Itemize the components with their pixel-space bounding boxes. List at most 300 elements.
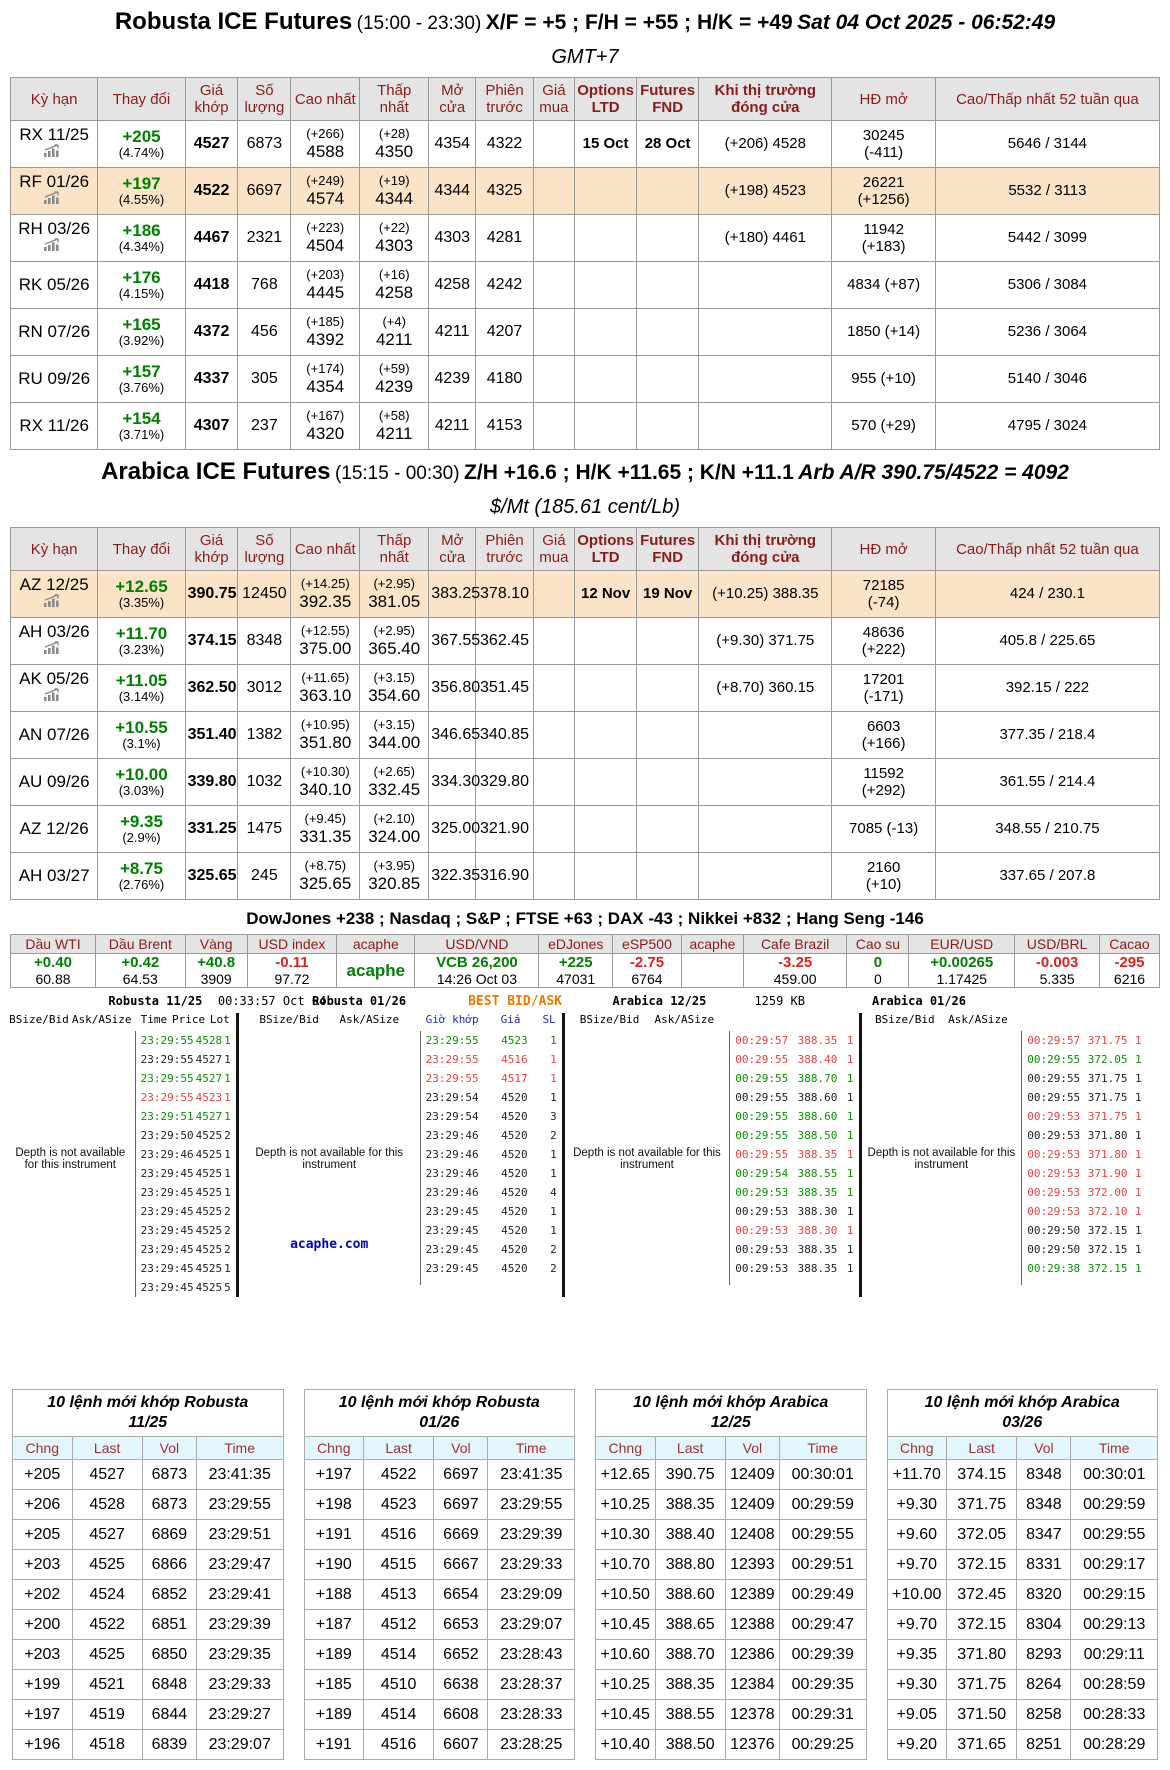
column-header: Giá khớp xyxy=(185,528,238,571)
cell-52wk-range: 377.35 / 218.4 xyxy=(935,712,1159,759)
cell-open-interest: 570 (+29) xyxy=(832,403,935,450)
depth-title-robusta-0126: Robusta 01/26 xyxy=(312,994,407,1008)
cell-last-price: 4418 xyxy=(185,262,238,309)
cell-after-close: (+10.25) 388.35 xyxy=(699,571,832,618)
cell-options-ltd xyxy=(575,853,637,900)
cell-low: (+2.95) 365.40 xyxy=(360,618,429,665)
strip-change-value: -2.75 xyxy=(629,954,665,971)
trade-row: +185 4510 6638 23:28:37 xyxy=(304,1670,575,1700)
market-strip-cell xyxy=(414,935,538,987)
trades-header-row xyxy=(887,1437,1158,1460)
strip-last-value: 5.335 xyxy=(1039,971,1075,987)
trade-row: +203 4525 6866 23:29:47 xyxy=(13,1550,284,1580)
depth-trade-row: 00:29:53 372.00 1 xyxy=(1027,1186,1142,1199)
column-header: Chng xyxy=(13,1437,73,1460)
timezone-label: GMT+7 xyxy=(551,46,619,68)
trade-row: +9.05 371.50 8258 00:28:33 xyxy=(887,1700,1158,1730)
cell-change: +197 (4.55%) xyxy=(98,168,185,215)
strip-change-value: +0.40 xyxy=(34,954,72,971)
contract-symbol: RX 11/26 xyxy=(19,416,89,436)
column-header: Số lượng xyxy=(238,78,291,121)
depth-trade-row: 00:29:53 372.10 1 xyxy=(1027,1205,1142,1218)
cell-open-interest: 26221 (+1256) xyxy=(832,168,935,215)
strip-change-value: +0.42 xyxy=(121,954,160,971)
trade-row: +10.45 388.55 12378 00:29:31 xyxy=(596,1700,867,1730)
depth-trade-row: 00:29:54 388.55 1 xyxy=(735,1167,854,1180)
column-header: Last xyxy=(655,1437,725,1460)
strip-label: eSP500 xyxy=(613,935,681,954)
trade-row: +11.70 374.15 8348 00:30:01 xyxy=(887,1460,1158,1490)
trades-table-title: 10 lệnh mới khớp Arabica 03/26 xyxy=(887,1390,1158,1437)
acaphe-watermark-link[interactable]: acaphe.com xyxy=(290,1237,369,1252)
cell-open: 4211 xyxy=(429,309,476,356)
cell-open-interest: 6603 (+166) xyxy=(832,712,935,759)
cell-high: (+174) 4354 xyxy=(291,356,360,403)
best-bid-ask-label: BEST BID/ASK xyxy=(468,994,563,1009)
cell-change: +205 (4.74%) xyxy=(98,121,185,168)
cell-after-close xyxy=(699,759,832,806)
depth-trade-row: 23:29:55 4527 1 xyxy=(140,1053,231,1066)
market-strip-cell xyxy=(743,935,846,987)
world-indices-line: DowJones +238 ; Nasdaq ; S&P ; FTSE +63 ; DAX -43 ; Nikkei +832 ; Hang Seng -146 xyxy=(246,909,924,928)
cell-contract xyxy=(11,806,98,853)
depth-panel-arabica-1225 xyxy=(565,1013,862,1297)
trade-row: +190 4515 6667 23:29:33 xyxy=(304,1550,575,1580)
column-header: Số lượng xyxy=(238,528,291,571)
cell-open: 322.35 xyxy=(429,853,476,900)
market-strip-cell xyxy=(612,935,681,987)
cell-volume: 2321 xyxy=(238,215,291,262)
cell-after-close: (+9.30) 371.75 xyxy=(699,618,832,665)
market-strip-cell xyxy=(1014,935,1099,987)
price-chart-icon[interactable] xyxy=(43,688,65,702)
futures-row xyxy=(11,121,1160,168)
cell-after-close xyxy=(699,403,832,450)
no-depth-message: Depth is not available for this instrument xyxy=(867,1147,1016,1171)
trades-header-row xyxy=(596,1437,867,1460)
trades-header-row xyxy=(304,1437,575,1460)
cell-volume: 12450 xyxy=(238,571,291,618)
cell-bid xyxy=(533,262,574,309)
cell-contract xyxy=(11,618,98,665)
market-strip-cell xyxy=(10,935,95,987)
cell-futures-fnd xyxy=(637,618,699,665)
arabica-title-line xyxy=(0,450,1170,486)
price-chart-icon[interactable] xyxy=(43,594,65,608)
futures-row xyxy=(11,215,1160,262)
trade-row: +9.70 372.15 8331 00:29:17 xyxy=(887,1550,1158,1580)
column-header: Kỳ hạn xyxy=(11,528,98,571)
column-header: Giá khớp xyxy=(185,78,238,121)
futures-row xyxy=(11,618,1160,665)
trade-row: +197 4522 6697 23:41:35 xyxy=(304,1460,575,1490)
cell-contract xyxy=(11,262,98,309)
futures-row xyxy=(11,262,1160,309)
cell-change: +8.75 (2.76%) xyxy=(98,853,185,900)
cell-bid xyxy=(533,712,574,759)
cell-bid xyxy=(533,403,574,450)
cell-prev-session: 351.45 xyxy=(476,665,533,712)
contract-symbol: RX 11/25 xyxy=(19,124,89,144)
cell-low: (+2.95) 381.05 xyxy=(360,571,429,618)
strip-change-value: -295 xyxy=(1114,954,1145,971)
cell-last-price: 390.75 xyxy=(185,571,238,618)
depth-trade-row: 23:29:46 4520 1 xyxy=(425,1148,557,1161)
cell-volume: 1475 xyxy=(238,806,291,853)
depth-section xyxy=(6,994,1170,1297)
column-header: Last xyxy=(72,1437,142,1460)
strip-last-value: 14:26 Oct 03 xyxy=(436,971,518,987)
cell-open-interest: 72185 (-74) xyxy=(832,571,935,618)
depth-panel-arabica-0126 xyxy=(862,1013,1147,1297)
cell-change: +12.65 (3.35%) xyxy=(98,571,185,618)
depth-trade-row: 00:29:53 388.30 1 xyxy=(735,1224,854,1237)
trade-ticker-list[interactable] xyxy=(1021,1031,1146,1285)
feed-size-kb: 1259 KB xyxy=(754,994,806,1008)
cell-volume: 8348 xyxy=(238,618,291,665)
ask-asize-header: Ask/ASize xyxy=(339,1013,400,1026)
column-header: Time xyxy=(488,1437,575,1460)
strip-label: acaphe xyxy=(337,935,414,954)
market-strip-cell xyxy=(681,935,743,987)
depth-trade-row: 00:29:53 371.75 1 xyxy=(1027,1110,1142,1123)
futures-row xyxy=(11,806,1160,853)
column-header: Cao nhất xyxy=(291,78,360,121)
market-strip-cell xyxy=(846,935,908,987)
trade-row: +9.30 371.75 8264 00:28:59 xyxy=(887,1670,1158,1700)
cell-52wk-range: 361.55 / 214.4 xyxy=(935,759,1159,806)
cell-contract xyxy=(11,665,98,712)
cell-last-price: 4467 xyxy=(185,215,238,262)
cell-volume: 1382 xyxy=(238,712,291,759)
cell-after-close xyxy=(699,356,832,403)
trade-row: +202 4524 6852 23:29:41 xyxy=(13,1580,284,1610)
cell-open-interest: 11592 (+292) xyxy=(832,759,935,806)
column-header: Last xyxy=(364,1437,434,1460)
cell-contract xyxy=(11,712,98,759)
depth-trade-row: 23:29:45 4525 1 xyxy=(140,1262,231,1275)
recent-trades-section xyxy=(12,1389,1158,1760)
cell-contract xyxy=(11,853,98,900)
trade-row: +187 4512 6653 23:29:07 xyxy=(304,1610,575,1640)
trades-header-row xyxy=(13,1437,284,1460)
futures-row xyxy=(11,712,1160,759)
cell-prev-session: 378.10 xyxy=(476,571,533,618)
depth-trade-row: 00:29:57 371.75 1 xyxy=(1027,1034,1142,1047)
robusta-spreads: X/F = +5 ; F/H = +55 ; H/K = +49 xyxy=(485,11,793,34)
price-chart-icon[interactable] xyxy=(43,144,65,158)
trades-table-robusta-0126 xyxy=(304,1389,576,1760)
market-strip-cell xyxy=(336,935,414,987)
cell-52wk-range: 5236 / 3064 xyxy=(935,309,1159,356)
market-strip-cell xyxy=(538,935,612,987)
cell-low: (+3.15) 354.60 xyxy=(360,665,429,712)
cell-high: (+185) 4392 xyxy=(291,309,360,356)
depth-header xyxy=(6,994,1170,1013)
cell-high: (+11.65) 363.10 xyxy=(291,665,360,712)
strip-change-value: +0.00265 xyxy=(930,954,994,971)
cell-futures-fnd xyxy=(637,759,699,806)
strip-last-value: 60.88 xyxy=(35,971,71,987)
column-header: Cao/Thấp nhất 52 tuần qua xyxy=(935,78,1159,121)
cell-high: (+266) 4588 xyxy=(291,121,360,168)
cell-bid xyxy=(533,168,574,215)
cell-futures-fnd: 28 Oct xyxy=(637,121,699,168)
column-header: Mở cửa xyxy=(429,528,476,571)
trade-ticker-list[interactable] xyxy=(135,1031,236,1297)
cell-contract xyxy=(11,168,98,215)
cell-bid xyxy=(533,309,574,356)
cell-last-price: 4372 xyxy=(185,309,238,356)
column-header: Khi thị trường đóng cửa xyxy=(699,78,832,121)
cell-open: 4344 xyxy=(429,168,476,215)
depth-trade-row: 00:29:55 371.75 1 xyxy=(1027,1091,1142,1104)
cell-volume: 6697 xyxy=(238,168,291,215)
depth-trade-row: 00:29:55 371.75 1 xyxy=(1027,1072,1142,1085)
strip-last-value: 6216 xyxy=(1113,971,1146,987)
market-strip-cell xyxy=(247,935,337,987)
trade-row: +10.25 388.35 12409 00:29:59 xyxy=(596,1490,867,1520)
trade-row: +12.65 390.75 12409 00:30:01 xyxy=(596,1460,867,1490)
cell-volume: 1032 xyxy=(238,759,291,806)
cell-52wk-range: 5646 / 3144 xyxy=(935,121,1159,168)
depth-trade-row: 00:29:55 388.40 1 xyxy=(735,1053,854,1066)
cell-low: (+28) 4350 xyxy=(360,121,429,168)
price-chart-icon[interactable] xyxy=(43,641,65,655)
strip-label: acaphe xyxy=(682,935,743,954)
cell-futures-fnd: 19 Nov xyxy=(637,571,699,618)
bsize-bid-header: BSize/Bid xyxy=(579,1013,640,1026)
depth-trade-row: 23:29:55 4523 1 xyxy=(140,1091,231,1104)
depth-panel-robusta-1125: BSize/Bid Ask/ASize Time Price Lot Depth is not available for this instrument 23:29:55 4528 1 23:29:55 4527 1 23:29:55 4527 1 23:29:55 4523 1 23:29:51 4527 1 23:29:50 4525 2 23:29:46 4525 1 23:29:45 4525 1 23:29:45 4525 1 23:29:45 4525 2 23:29:45 4525 2 23:29:45 4525 2 23:29:45 4525 1 23:29:45 4525 5 xyxy=(6,1013,239,1297)
cell-bid xyxy=(533,356,574,403)
cell-52wk-range: 392.15 / 222 xyxy=(935,665,1159,712)
column-header: Cao/Thấp nhất 52 tuần qua xyxy=(935,528,1159,571)
cell-last-price: 4307 xyxy=(185,403,238,450)
cell-futures-fnd xyxy=(637,356,699,403)
cell-high: (+223) 4504 xyxy=(291,215,360,262)
cell-futures-fnd xyxy=(637,309,699,356)
market-strip-cell xyxy=(908,935,1014,987)
strip-last-value: 3909 xyxy=(200,971,232,987)
strip-last-value: 1.17425 xyxy=(936,971,988,987)
column-header: Time xyxy=(1071,1437,1158,1460)
cell-open: 346.65 xyxy=(429,712,476,759)
strip-label: USD index xyxy=(248,935,337,954)
contract-symbol: AH 03/27 xyxy=(18,866,90,886)
futures-row xyxy=(11,403,1160,450)
cell-open: 334.30 xyxy=(429,759,476,806)
futures-row xyxy=(11,309,1160,356)
cell-options-ltd: 15 Oct xyxy=(575,121,637,168)
depth-trade-row: 23:29:45 4525 2 xyxy=(140,1224,231,1237)
column-header: Futures FND xyxy=(637,78,699,121)
no-depth-message: Depth is not available for this instrument xyxy=(15,1147,126,1171)
cell-change: +9.35 (2.9%) xyxy=(98,806,185,853)
cell-after-close xyxy=(699,806,832,853)
strip-last-value: 459.00 xyxy=(773,971,817,987)
trades-table-arabica-1225 xyxy=(595,1389,867,1760)
depth-panel-robusta-0126: BSize/Bid Ask/ASize Giờ khớp Giá SL Depth is not available for this instrument acaphe.com 23:29:55 4523 1 23:29:55 4516 1 23:29:55 4517 1 23:29:54 4520 1 23:29:54 4520 3 23:29:46 4520 2 23:29:46 4520 1 23:29:46 4520 1 23:29:46 4520 4 23:29:45 4520 1 23:29:45 4520 1 23:29:45 4520 2 23:29:45 4520 2 xyxy=(239,1013,565,1297)
depth-trade-row: 00:29:55 372.05 1 xyxy=(1027,1053,1142,1066)
depth-trade-row: 23:29:46 4520 1 xyxy=(425,1167,557,1180)
trade-ticker-list[interactable] xyxy=(729,1031,858,1285)
contract-symbol: AZ 12/26 xyxy=(19,819,89,839)
arbitrage-note: Arb A/R 390.75/4522 = 4092 xyxy=(798,461,1069,484)
trade-row: +9.20 371.65 8251 00:28:29 xyxy=(887,1730,1158,1760)
cell-change: +11.05 (3.14%) xyxy=(98,665,185,712)
column-header: HĐ mở xyxy=(832,528,935,571)
contract-symbol: AN 07/26 xyxy=(18,725,90,745)
depth-trade-row: 23:29:45 4525 1 xyxy=(140,1167,231,1180)
trade-row: +10.45 388.65 12388 00:29:47 xyxy=(596,1610,867,1640)
trade-row: +10.60 388.70 12386 00:29:39 xyxy=(596,1640,867,1670)
column-header: HĐ mở xyxy=(832,78,935,121)
robusta-title: Robusta ICE Futures xyxy=(114,8,353,35)
cell-after-close xyxy=(699,853,832,900)
trade-row: +200 4522 6851 23:29:39 xyxy=(13,1610,284,1640)
cell-change: +176 (4.15%) xyxy=(98,262,185,309)
contract-symbol: RN 07/26 xyxy=(18,322,91,342)
trade-row: +206 4528 6873 23:29:55 xyxy=(13,1490,284,1520)
column-header: Thay đổi xyxy=(98,528,185,571)
strip-last-value: 6764 xyxy=(631,971,663,987)
strip-label: USD/BRL xyxy=(1015,935,1099,954)
contract-symbol: RK 05/26 xyxy=(18,275,90,295)
strip-change-value: -0.11 xyxy=(275,954,309,971)
column-header: Vol xyxy=(434,1437,488,1460)
arabica-unit-label: $/Mt (185.61 cent/Lb) xyxy=(489,496,681,518)
cell-contract xyxy=(11,309,98,356)
depth-trade-row: 00:29:53 388.35 1 xyxy=(735,1186,854,1199)
cell-options-ltd: 12 Nov xyxy=(575,571,637,618)
cell-last-price: 325.65 xyxy=(185,853,238,900)
depth-trade-row: 23:29:45 4525 1 xyxy=(140,1186,231,1199)
cell-after-close xyxy=(699,712,832,759)
cell-after-close: (+180) 4461 xyxy=(699,215,832,262)
robusta-futures-table xyxy=(10,77,1160,450)
market-strip-cell xyxy=(185,935,247,987)
depth-feed-time: 00:33:57 Oct 04 xyxy=(217,994,327,1008)
futures-row xyxy=(11,356,1160,403)
trade-row: +9.35 371.80 8293 00:29:11 xyxy=(887,1640,1158,1670)
depth-trade-row: 23:29:55 4528 1 xyxy=(140,1034,231,1047)
column-header: Giá mua xyxy=(533,78,574,121)
cell-bid xyxy=(533,121,574,168)
cell-futures-fnd xyxy=(637,712,699,759)
cell-low: (+4) 4211 xyxy=(360,309,429,356)
column-header: Thay đổi xyxy=(98,78,185,121)
trades-table-title: 10 lệnh mới khớp Robusta 01/26 xyxy=(304,1390,575,1437)
cell-contract xyxy=(11,215,98,262)
depth-trade-row: 23:29:55 4523 1 xyxy=(425,1034,557,1047)
trade-row: +196 4518 6839 23:29:07 xyxy=(13,1730,284,1760)
depth-trade-row: 23:29:55 4516 1 xyxy=(425,1053,557,1066)
depth-trade-row: 23:29:45 4520 1 xyxy=(425,1205,557,1218)
strip-change-value: +225 xyxy=(558,954,593,971)
cell-contract xyxy=(11,571,98,618)
cell-low: (+16) 4258 xyxy=(360,262,429,309)
strip-label: Cao su xyxy=(847,935,908,954)
cell-last-price: 4337 xyxy=(185,356,238,403)
depth-trade-row: 00:29:53 388.30 1 xyxy=(735,1205,854,1218)
arabica-futures-table xyxy=(10,527,1160,900)
cell-52wk-range: 348.55 / 210.75 xyxy=(935,806,1159,853)
cell-prev-session: 340.85 xyxy=(476,712,533,759)
cell-open-interest: 1850 (+14) xyxy=(832,309,935,356)
cell-open: 383.25 xyxy=(429,571,476,618)
depth-trade-row: 00:29:55 388.50 1 xyxy=(735,1129,854,1142)
cell-futures-fnd xyxy=(637,806,699,853)
cell-open-interest: 17201 (-171) xyxy=(832,665,935,712)
depth-trade-row: 00:29:55 388.70 1 xyxy=(735,1072,854,1085)
cell-open: 356.80 xyxy=(429,665,476,712)
depth-trade-row: 00:29:50 372.15 1 xyxy=(1027,1243,1142,1256)
depth-title-arabica-0126: Arabica 01/26 xyxy=(872,994,966,1008)
cell-low: (+59) 4239 xyxy=(360,356,429,403)
cell-last-price: 4527 xyxy=(185,121,238,168)
strip-label: USD/VND xyxy=(415,935,538,954)
depth-trade-row: 00:29:50 372.15 1 xyxy=(1027,1224,1142,1237)
cell-contract xyxy=(11,403,98,450)
cell-low: (+58) 4211 xyxy=(360,403,429,450)
column-header: Time xyxy=(196,1437,283,1460)
futures-row xyxy=(11,168,1160,215)
price-chart-icon[interactable] xyxy=(43,238,65,252)
trades-table-robusta-1125 xyxy=(12,1389,284,1760)
trade-ticker-list[interactable] xyxy=(420,1031,562,1285)
cell-bid xyxy=(533,759,574,806)
cell-options-ltd xyxy=(575,309,637,356)
cell-last-price: 339.80 xyxy=(185,759,238,806)
column-header: Cao nhất xyxy=(291,528,360,571)
trade-row: +9.70 372.15 8304 00:29:13 xyxy=(887,1610,1158,1640)
depth-trade-row: 23:29:46 4520 2 xyxy=(425,1129,557,1142)
cell-change: +10.55 (3.1%) xyxy=(98,712,185,759)
no-depth-message: Depth is not available for this instrument xyxy=(255,1147,404,1171)
cell-volume: 245 xyxy=(238,853,291,900)
contract-symbol: AK 05/26 xyxy=(19,668,90,688)
cell-52wk-range: 4795 / 3024 xyxy=(935,403,1159,450)
cell-futures-fnd xyxy=(637,215,699,262)
cell-open-interest: 11942 (+183) xyxy=(832,215,935,262)
trade-row: +197 4519 6844 23:29:27 xyxy=(13,1700,284,1730)
cell-low: (+2.10) 324.00 xyxy=(360,806,429,853)
cell-prev-session: 4281 xyxy=(476,215,533,262)
arabica-header-row xyxy=(11,528,1160,571)
price-chart-icon[interactable] xyxy=(43,191,65,205)
trade-row: +205 4527 6873 23:41:35 xyxy=(13,1460,284,1490)
strip-last-value: 97.72 xyxy=(274,971,310,987)
cell-prev-session: 329.80 xyxy=(476,759,533,806)
cell-options-ltd xyxy=(575,759,637,806)
column-header: Mở cửa xyxy=(429,78,476,121)
cell-after-close: (+8.70) 360.15 xyxy=(699,665,832,712)
cell-change: +154 (3.71%) xyxy=(98,403,185,450)
cell-prev-session: 4180 xyxy=(476,356,533,403)
cell-change: +157 (3.76%) xyxy=(98,356,185,403)
column-header: Last xyxy=(947,1437,1017,1460)
depth-trade-row: 00:29:53 371.80 1 xyxy=(1027,1129,1142,1142)
cell-prev-session: 4322 xyxy=(476,121,533,168)
depth-trade-row: 00:29:57 388.35 1 xyxy=(735,1034,854,1047)
cell-high: (+8.75) 325.65 xyxy=(291,853,360,900)
cell-change: +11.70 (3.23%) xyxy=(98,618,185,665)
trade-row: +198 4523 6697 23:29:55 xyxy=(304,1490,575,1520)
cell-high: (+10.95) 351.80 xyxy=(291,712,360,759)
cell-contract xyxy=(11,759,98,806)
cell-after-close xyxy=(699,262,832,309)
